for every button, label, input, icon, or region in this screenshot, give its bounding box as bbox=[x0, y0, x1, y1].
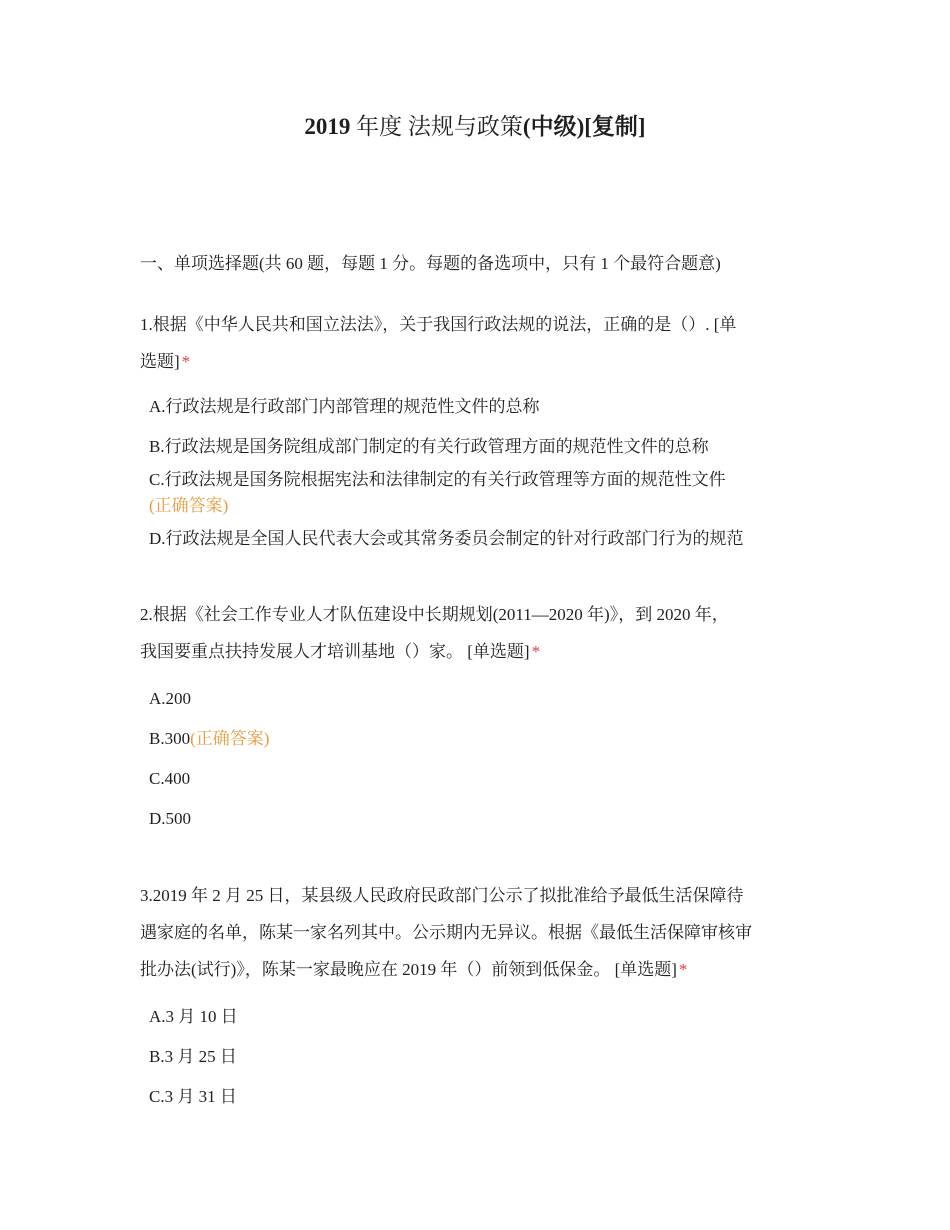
question-2-line-2 bbox=[140, 633, 820, 670]
required-mark: * bbox=[181, 352, 191, 371]
question-1-option-c[interactable] bbox=[149, 467, 819, 519]
correct-answer-label: (正确答案) bbox=[149, 496, 229, 515]
section-heading: 一、单项选择题(共 60 题，每题 1 分。每题的备选项中，只有 1 个最符合题意) bbox=[140, 254, 721, 273]
question-3-line-2: 遇家庭的名单，陈某一家名列其中。公示期内无异议。根据《最低生活保障审核审 bbox=[140, 923, 752, 942]
question-1-option-b[interactable]: B.行政法规是国务院组成部门制定的有关行政管理方面的规范性文件的总称 bbox=[149, 437, 709, 456]
question-3-option-a[interactable]: A.3 月 10 日 bbox=[149, 1007, 238, 1026]
question-2-option-d[interactable]: D.500 bbox=[149, 809, 192, 828]
question-1-line-2-text: 选题] bbox=[140, 352, 180, 371]
question-3-line-3-text: 批办法(试行)》，陈某一家最晚应在 2019 年（）前领到低保金。 [单选题] bbox=[140, 960, 677, 979]
title-suffix: [复制] bbox=[584, 114, 646, 139]
required-mark: * bbox=[678, 960, 688, 979]
question-2-line-1: 2.根据《社会工作专业人才队伍建设中长期规划(2011—2020 年)》，到 2020 年， bbox=[140, 605, 729, 624]
title-year: 2019 bbox=[304, 114, 351, 139]
document-title bbox=[0, 111, 950, 143]
question-1-option-a[interactable]: A.行政法规是行政部门内部管理的规范性文件的总称 bbox=[149, 397, 540, 416]
question-1-option-d[interactable]: D.行政法规是全国人民代表大会或其常务委员会制定的针对行政部门行为的规范 bbox=[149, 529, 744, 548]
question-2-line-2-text: 我国要重点扶持发展人才培训基地（）家。 [单选题] bbox=[140, 642, 530, 661]
option-text: C.行政法规是国务院根据宪法和法律制定的有关行政管理等方面的规范性文件 bbox=[149, 470, 726, 489]
title-level: (中级) bbox=[522, 114, 585, 139]
required-mark: * bbox=[531, 642, 541, 661]
question-3-line-3 bbox=[140, 951, 820, 988]
correct-answer-label: (正确答案) bbox=[190, 729, 270, 748]
question-1 bbox=[140, 306, 820, 380]
question-2 bbox=[140, 596, 820, 670]
title-text: 年度 法规与政策 bbox=[356, 114, 523, 139]
question-3-option-c[interactable]: C.3 月 31 日 bbox=[149, 1087, 237, 1106]
question-2-option-a[interactable]: A.200 bbox=[149, 689, 192, 708]
option-text: B.300 bbox=[149, 729, 191, 748]
question-1-line-2 bbox=[140, 343, 820, 380]
question-3-option-b[interactable]: B.3 月 25 日 bbox=[149, 1047, 237, 1066]
question-1-line-1: 1.根据《中华人民共和国立法法》，关于我国行政法规的说法，正确的是（）. [单 bbox=[140, 315, 737, 334]
question-2-option-b[interactable] bbox=[149, 726, 819, 752]
question-3-line-1: 3.2019 年 2 月 25 日，某县级人民政府民政部门公示了拟批准给予最低生活保障待 bbox=[140, 886, 744, 905]
question-2-option-c[interactable]: C.400 bbox=[149, 769, 191, 788]
question-3 bbox=[140, 877, 820, 988]
